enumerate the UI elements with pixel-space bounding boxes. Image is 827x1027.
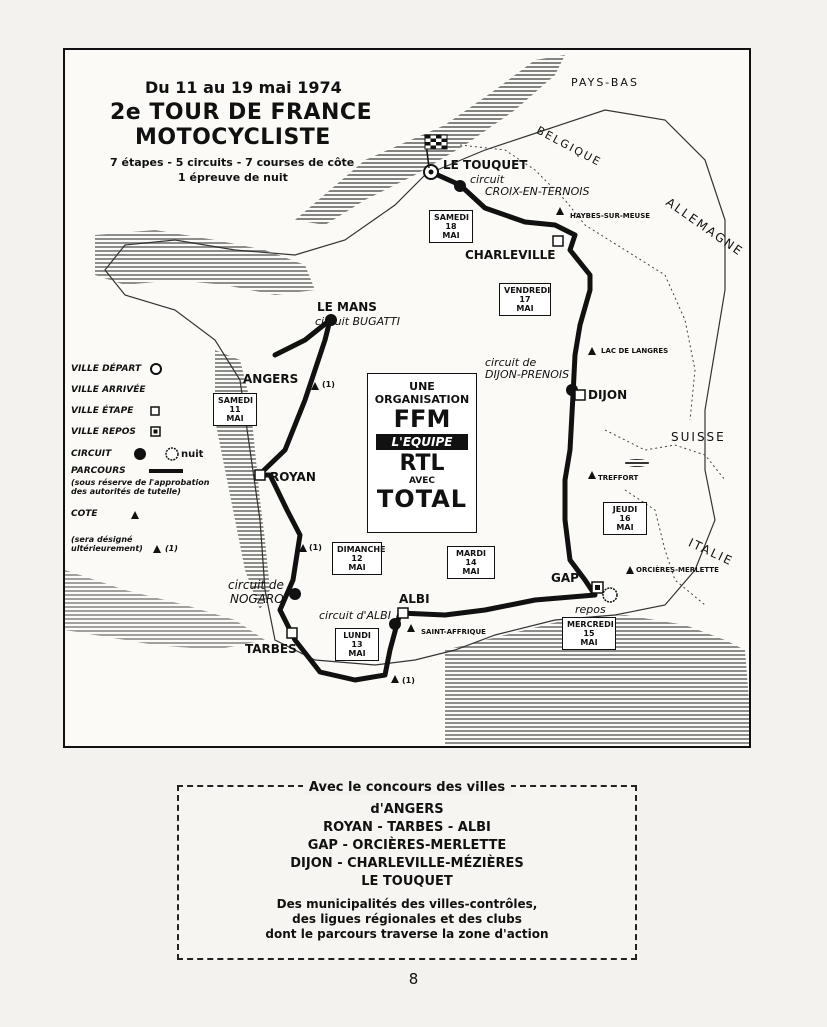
circuit-nogaro-prefix: circuit de <box>228 578 284 592</box>
legend-etape-symbol <box>151 407 159 415</box>
stage-num: 15 <box>583 629 595 638</box>
climb-triangle-tarbes <box>391 675 399 683</box>
legend-designe-mark: (1) <box>165 544 178 553</box>
legend-parcours-note-2: des autorités de tutelle) <box>71 487 181 496</box>
org-avec: AVEC <box>408 476 436 486</box>
sponsor-heading: Avec le concours des villes <box>303 780 511 795</box>
city-haybes-sur-meuse: HAYBES-SUR-MEUSE <box>570 212 651 220</box>
climb-marker-tarbes: (1) <box>402 676 415 685</box>
sponsor-line-1: d'ANGERS <box>370 802 444 817</box>
city-tarbes: TARBES <box>245 642 297 656</box>
climb-triangle-orcieres <box>626 566 634 574</box>
sponsor-cities-box <box>177 780 637 960</box>
circuit-nogaro: NOGARO <box>230 592 284 606</box>
stage-month: MAI <box>580 638 598 647</box>
legend-cote: COTE <box>71 509 98 519</box>
stage-day: VENDREDI <box>504 286 551 295</box>
legend-depart: VILLE DÉPART <box>71 364 142 374</box>
stage-day: SAMEDI <box>218 396 253 405</box>
stage-box-jeudi-16 <box>603 502 647 535</box>
legend-designe-symbol <box>153 545 161 553</box>
lake-geneva <box>625 459 649 467</box>
climb-triangle-treffort <box>588 471 596 479</box>
country-italie: ITALIE <box>686 535 736 569</box>
sponsor-line-7: des ligues régionales et des clubs <box>292 912 522 926</box>
city-charleville: CHARLEVILLE <box>465 248 556 262</box>
brittany-coast <box>95 230 315 295</box>
legend-repos: VILLE REPOS <box>71 427 136 437</box>
legend-etape: VILLE ÉTAPE <box>71 406 134 416</box>
stage-day: MERCREDI <box>567 620 614 629</box>
event-subtitle-line2: 1 épreuve de nuit <box>178 171 288 184</box>
legend-cote-symbol <box>131 511 139 519</box>
legend-repos-inner <box>154 430 158 434</box>
climb-marker-angers: (1) <box>322 380 335 389</box>
circuit-croix-en-ternois: CROIX-EN-TERNOIS <box>485 185 590 198</box>
circuit-albi: circuit d'ALBI <box>319 609 391 622</box>
stage-day: JEUDI <box>612 505 638 514</box>
sponsor-line-6: Des municipalités des villes-contrôles, <box>276 897 538 911</box>
circuit-dijon-prefix: circuit de <box>485 356 537 369</box>
event-title-line2: MOTOCYCLISTE <box>135 125 331 150</box>
climb-triangle-saint-affrique <box>407 624 415 632</box>
route-map <box>63 48 751 748</box>
sponsor-line-3: GAP - ORCIÈRES-MERLETTE <box>307 838 507 853</box>
legend-designe-1: (sera désigné <box>71 535 133 544</box>
stage-box-samedi-18 <box>429 210 473 243</box>
country-allemagne: ALLEMAGNE <box>663 195 747 259</box>
sponsor-line-8: dont le parcours traverse la zone d'action <box>265 927 549 941</box>
rest-marker-gap-inner <box>595 585 600 590</box>
rest-label: repos <box>575 603 606 616</box>
sponsor-line-2: ROYAN - TARBES - ALBI <box>323 820 491 835</box>
city-treffort: TREFFORT <box>598 474 639 482</box>
city-dijon: DIJON <box>588 388 628 402</box>
circuit-dijon-prenois: DIJON-PRENOIS <box>485 368 570 381</box>
event-dates: Du 11 au 19 mai 1974 <box>145 78 342 97</box>
stage-month: MAI <box>462 567 480 576</box>
organisation-box <box>367 373 477 533</box>
org-organisation: ORGANISATION <box>374 393 470 406</box>
city-le-mans: LE MANS <box>317 300 377 314</box>
legend-parcours-note-1: (sous réserve de l'approbation <box>71 478 210 487</box>
event-title-line1: 2e TOUR DE FRANCE <box>110 100 373 125</box>
stage-month: MAI <box>616 523 634 532</box>
start-marker-inner <box>429 170 434 175</box>
stage-num: 16 <box>619 514 631 523</box>
city-le-touquet: LE TOUQUET <box>443 158 528 172</box>
stage-month: MAI <box>516 304 534 313</box>
stage-day: DIMANCHE <box>337 545 386 554</box>
city-albi: ALBI <box>399 592 430 606</box>
event-subtitle-line1: 7 étapes - 5 circuits - 7 courses de côte <box>110 156 355 169</box>
org-rtl: RTL <box>399 451 445 476</box>
city-royan: ROYAN <box>270 470 316 484</box>
stage-day: LUNDI <box>343 631 371 640</box>
city-orcieres-merlette: ORCIÈRES-MERLETTE <box>636 566 719 574</box>
stage-box-mardi-14 <box>447 546 495 579</box>
stage-box-mercredi-15 <box>562 617 616 650</box>
legend-nuit-symbol <box>166 448 178 460</box>
legend-circuit-symbol <box>134 448 146 460</box>
sponsor-line-4: DIJON - CHARLEVILLE-MÉZIÈRES <box>290 856 524 871</box>
circuit-marker-nogaro <box>289 588 301 600</box>
stage-day: MARDI <box>456 549 486 558</box>
stage-marker-albi <box>398 608 408 618</box>
city-angers: ANGERS <box>243 372 299 386</box>
legend-designe-2: ultérieurement) <box>71 544 143 553</box>
country-suisse: SUISSE <box>671 430 726 444</box>
stage-box-lundi-13 <box>335 628 379 661</box>
stage-marker-charleville <box>553 236 563 246</box>
org-equipe-logo: L'EQUIPE <box>376 434 468 450</box>
legend-parcours: PARCOURS <box>71 466 126 476</box>
city-gap: GAP <box>551 571 579 585</box>
stage-marker-royan <box>255 470 265 480</box>
climb-marker-royan: (1) <box>309 543 322 552</box>
city-saint-affrique: SAINT-AFFRIQUE <box>421 628 486 636</box>
stage-num: 12 <box>351 554 363 563</box>
stage-box-dimanche-12 <box>332 542 386 575</box>
stage-marker-dijon <box>575 390 585 400</box>
stage-num: 18 <box>445 222 457 231</box>
country-pays-bas: PAYS-BAS <box>571 76 639 89</box>
stage-num: 17 <box>519 295 531 304</box>
stage-box-vendredi-17 <box>499 283 551 316</box>
germany-border <box>665 275 695 420</box>
night-marker-orcieres <box>603 588 617 602</box>
stage-num: 14 <box>465 558 477 567</box>
legend-depart-symbol <box>151 364 161 374</box>
page-number: 8 <box>408 970 419 988</box>
legend-circuit: CIRCUIT <box>71 449 112 459</box>
sponsor-line-5: LE TOUQUET <box>361 874 453 889</box>
circuit-marker-croix <box>454 180 466 192</box>
climb-triangle-haybes <box>556 207 564 215</box>
circuit-bugatti: circuit BUGATTI <box>315 315 401 328</box>
sponsor-heading-wrap <box>179 776 635 795</box>
org-ffm: FFM <box>393 405 451 433</box>
stage-month: MAI <box>348 563 366 572</box>
stage-marker-tarbes <box>287 628 297 638</box>
org-total-logo: TOTAL <box>376 485 468 513</box>
stage-box-samedi-11 <box>213 393 257 426</box>
city-lac-de-langres: LAC DE LANGRES <box>601 347 669 355</box>
org-une: UNE <box>409 380 435 393</box>
legend-nuit: nuit <box>181 449 204 460</box>
stage-num: 13 <box>351 640 363 649</box>
stage-month: MAI <box>442 231 460 240</box>
country-belgique: BELGIQUE <box>534 123 604 170</box>
stage-day: SAMEDI <box>434 213 469 222</box>
stage-num: 11 <box>229 405 241 414</box>
stage-month: MAI <box>348 649 366 658</box>
legend-arrivee: VILLE ARRIVÉE <box>71 385 146 395</box>
circuit-croix-prefix: circuit <box>470 173 505 186</box>
climb-triangle-langres <box>588 347 596 355</box>
stage-month: MAI <box>226 414 244 423</box>
